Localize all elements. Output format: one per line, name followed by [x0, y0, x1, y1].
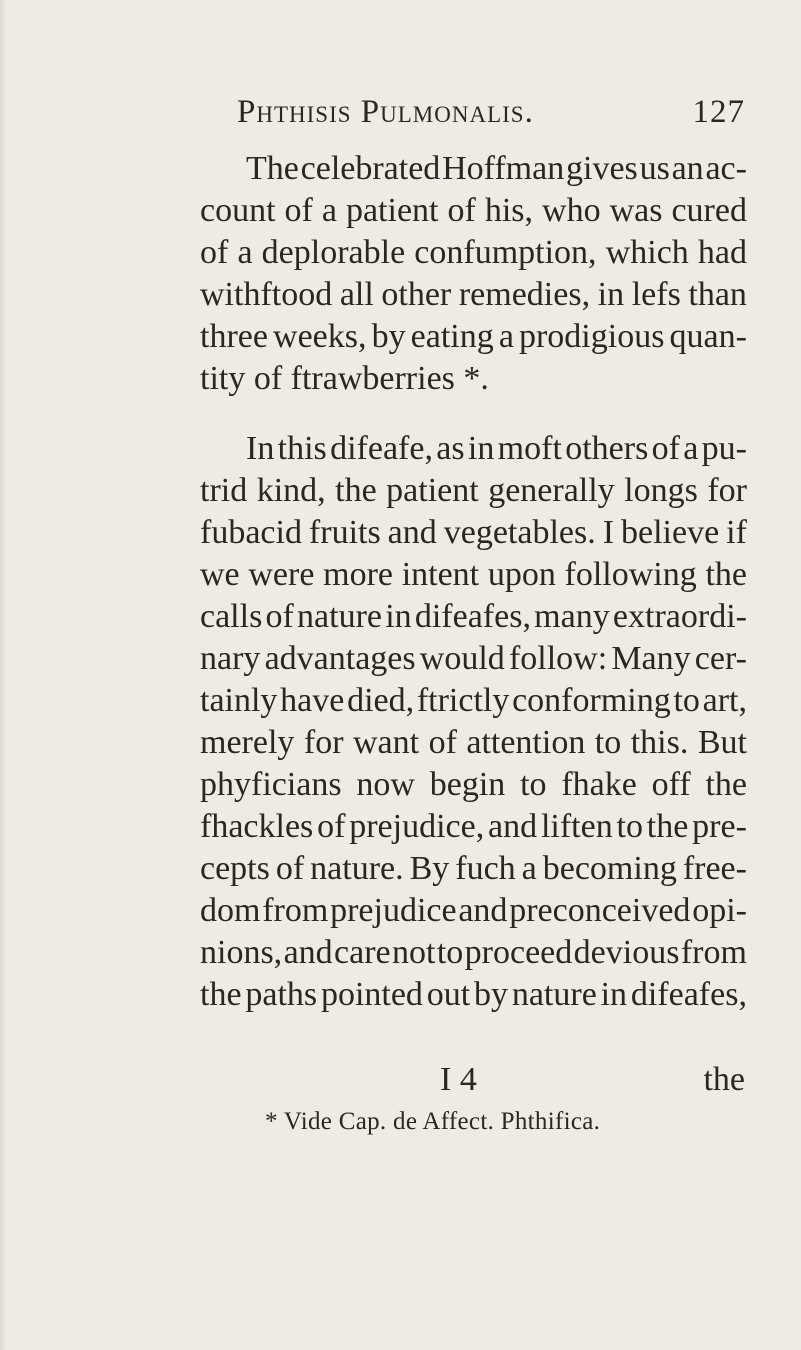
word: an	[671, 150, 704, 187]
word: I	[602, 514, 615, 551]
word: off	[651, 766, 691, 803]
word: extraordi-	[612, 598, 747, 635]
word: quan-	[669, 318, 747, 355]
text-line	[200, 722, 747, 764]
word: weeks,	[273, 318, 367, 355]
word: patient	[386, 472, 479, 509]
word: cured	[671, 192, 747, 229]
word: In	[246, 430, 275, 467]
word: not	[392, 934, 436, 971]
word: was	[609, 192, 663, 229]
word: nature	[511, 976, 597, 1013]
paragraph-gap	[200, 400, 747, 428]
word: following	[564, 556, 697, 593]
word: By	[409, 850, 450, 887]
word: fhake	[561, 766, 637, 803]
word: would	[419, 640, 505, 677]
text-line	[200, 512, 747, 554]
page-number: 127	[692, 94, 745, 130]
word: withftood	[200, 276, 333, 313]
word: others	[565, 430, 649, 467]
word: trid	[200, 472, 248, 509]
word: who	[542, 192, 601, 229]
text-line	[200, 596, 747, 638]
word: we	[200, 556, 240, 593]
word: many	[534, 598, 610, 635]
word: fubacid	[200, 514, 302, 551]
text-line	[200, 470, 747, 512]
text-line	[200, 554, 747, 596]
word: other	[381, 276, 452, 313]
word: this.	[630, 724, 689, 761]
word: conforming	[512, 682, 671, 719]
word: difeafe,	[330, 430, 433, 467]
text-line	[200, 974, 747, 1016]
word: pointed	[320, 976, 423, 1013]
word: art,	[702, 682, 747, 719]
word: Many	[611, 640, 691, 677]
word: in	[467, 430, 495, 467]
word: prodigious	[518, 318, 665, 355]
text-line	[200, 232, 747, 274]
word: vegetables.	[443, 514, 596, 551]
word: to	[520, 766, 547, 803]
text-line	[200, 316, 747, 358]
word: attention	[466, 724, 586, 761]
word: dom	[200, 892, 261, 929]
word: prejudice	[330, 892, 457, 929]
word: deplorable	[261, 234, 406, 271]
catch-row	[440, 1061, 745, 1101]
page-edge-shadow	[0, 0, 6, 1350]
word: a	[683, 430, 699, 467]
word: eating	[410, 318, 494, 355]
word: celebrated	[300, 150, 441, 187]
text-line: tity of ftrawberries *.	[200, 360, 489, 397]
word: opi-	[692, 892, 747, 929]
word: by	[474, 976, 509, 1013]
word: prejudice,	[349, 808, 485, 845]
word: begin	[429, 766, 506, 803]
word: devious	[573, 934, 680, 971]
word: count	[200, 192, 276, 229]
word: of	[447, 192, 476, 229]
word: liften	[540, 808, 613, 845]
word: in	[597, 276, 625, 313]
page-header	[237, 94, 745, 134]
word: Hoffman	[442, 150, 565, 187]
word: pu-	[701, 430, 747, 467]
text-line	[200, 148, 747, 190]
word: the	[705, 556, 747, 593]
word: as	[436, 430, 465, 467]
footnote: * Vide Cap. de Affect. Phthifica.	[265, 1108, 601, 1135]
word: and	[283, 934, 333, 971]
word: and	[488, 808, 538, 845]
text-line	[200, 848, 747, 890]
word: the	[335, 472, 377, 509]
text-line	[200, 428, 747, 470]
word: were	[248, 556, 315, 593]
word: of	[284, 192, 313, 229]
word: free-	[682, 850, 747, 887]
running-head: Phthisis Pulmonalis.	[237, 94, 534, 130]
word: fuch	[455, 850, 516, 887]
text-line	[200, 680, 747, 722]
word: to	[436, 934, 464, 971]
word: intent	[401, 556, 480, 593]
word: advantages	[264, 640, 416, 677]
word: longs	[624, 472, 698, 509]
text-line	[200, 932, 747, 974]
body-text	[200, 148, 747, 1016]
word: want	[353, 724, 420, 761]
word: by	[371, 318, 406, 355]
word: had	[697, 234, 747, 271]
word: difeafes,	[630, 976, 747, 1013]
signature-mark: I 4	[440, 1061, 477, 1098]
word: believe	[621, 514, 720, 551]
word: cer-	[694, 640, 747, 677]
word: have	[280, 682, 345, 719]
word: tainly	[200, 682, 278, 719]
word: The	[246, 150, 299, 187]
word: moft	[497, 430, 562, 467]
word: calls	[200, 598, 263, 635]
word: gives	[566, 150, 638, 187]
text-line	[200, 806, 747, 848]
word: died,	[347, 682, 415, 719]
word: us	[639, 150, 670, 187]
word: of	[317, 808, 346, 845]
word: to	[594, 724, 622, 761]
word: nature.	[310, 850, 404, 887]
word: proceed	[464, 934, 573, 971]
word: pre-	[692, 808, 747, 845]
word: a	[321, 192, 337, 229]
text-line	[200, 764, 747, 806]
word: generally	[488, 472, 615, 509]
word: follow:	[508, 640, 608, 677]
word: than	[688, 276, 747, 313]
word: a	[498, 318, 514, 355]
word: remedies,	[458, 276, 591, 313]
word: phyficians	[200, 766, 342, 803]
word: of	[275, 850, 305, 887]
word: to	[673, 682, 700, 719]
word: ftrictly	[416, 682, 510, 719]
word: and	[458, 892, 508, 929]
word: ac-	[705, 150, 747, 187]
word: for	[707, 472, 747, 509]
word: of	[200, 234, 229, 271]
word: nature	[297, 598, 382, 635]
word: if	[726, 514, 747, 551]
word: paths	[245, 976, 318, 1013]
word: out	[426, 976, 471, 1013]
word: nions,	[200, 934, 283, 971]
paragraph	[200, 428, 747, 1016]
word: care	[334, 934, 391, 971]
word: of	[651, 430, 680, 467]
word: his,	[484, 192, 534, 229]
word: fhackles	[200, 808, 314, 845]
word: kind,	[256, 472, 326, 509]
word: preconceived	[509, 892, 691, 929]
word: to	[616, 808, 643, 845]
word: the	[646, 808, 689, 845]
word: But	[697, 724, 747, 761]
word: which	[605, 234, 689, 271]
catchword: the	[703, 1061, 745, 1098]
word: now	[356, 766, 415, 803]
word: a	[521, 850, 537, 887]
word: from	[680, 934, 747, 971]
word: all	[339, 276, 374, 313]
word: lefs	[631, 276, 681, 313]
word: in	[600, 976, 628, 1013]
word: of	[428, 724, 457, 761]
text-line	[200, 190, 747, 232]
word: difeafes,	[414, 598, 531, 635]
word: becoming	[542, 850, 677, 887]
word: merely	[200, 724, 295, 761]
word: for	[303, 724, 344, 761]
paragraph	[200, 148, 747, 400]
word: nary	[200, 640, 261, 677]
word: this	[277, 430, 327, 467]
word: cepts	[200, 850, 270, 887]
word: from	[262, 892, 329, 929]
word: in	[385, 598, 412, 635]
word: more	[323, 556, 393, 593]
text-line	[200, 890, 747, 932]
word: upon	[487, 556, 556, 593]
word: patient	[345, 192, 439, 229]
word: of	[265, 598, 294, 635]
word: and	[387, 514, 437, 551]
text-line	[200, 274, 747, 316]
word: a	[237, 234, 253, 271]
word: the	[705, 766, 747, 803]
word: confumption,	[414, 234, 597, 271]
word: three	[200, 318, 268, 355]
word: fruits	[308, 514, 381, 551]
word: the	[200, 976, 242, 1013]
text-line	[200, 638, 747, 680]
